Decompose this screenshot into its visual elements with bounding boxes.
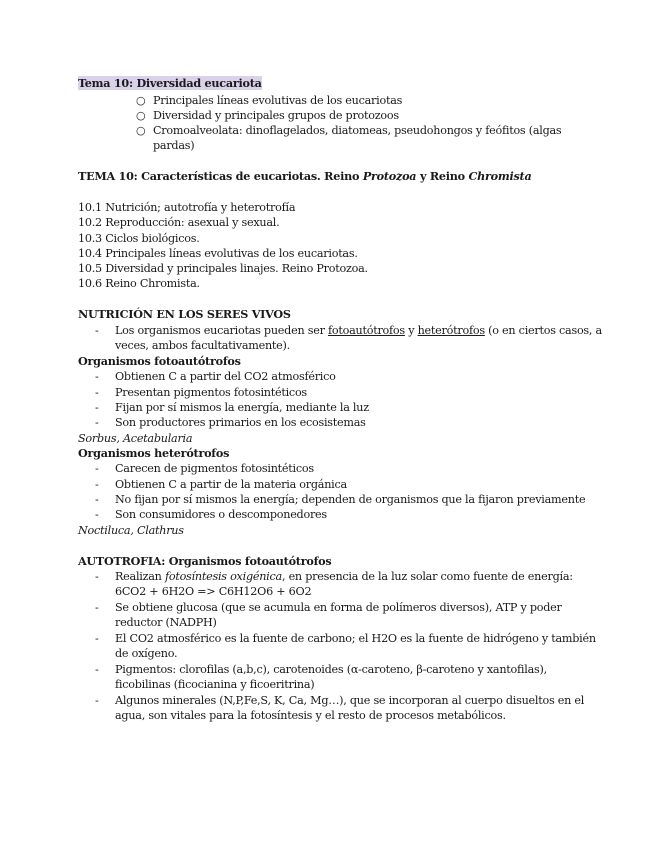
circle-bullet-icon: ○ xyxy=(136,109,146,122)
index-line: 10.4 Principales líneas evolutivas de los eucariotas. xyxy=(78,247,358,260)
index-line: 10.6 Reino Chromista. xyxy=(78,277,200,290)
index-line: 10.1 Nutrición; autotrofía y heterotrofía xyxy=(78,201,296,214)
list-item: Son consumidores o descomponedores xyxy=(115,508,327,521)
dash-bullet-icon: - xyxy=(95,416,99,429)
dash-bullet-icon: - xyxy=(95,493,99,506)
list-item: Realizan fotosíntesis oxigénica, en presencia de la luz solar como fuente de energía: xyxy=(115,570,573,583)
dash-bullet-icon: - xyxy=(95,694,99,707)
list-item: Algunos minerales (N,P,Fe,S, K, Ca, Mg…), que se incorporan al cuerpo disueltos en el xyxy=(115,694,585,707)
circle-bullet-icon: ○ xyxy=(136,94,146,107)
dash-bullet-icon: - xyxy=(95,632,99,645)
dash-bullet-icon: - xyxy=(95,601,99,614)
section-title: Tema 10: Diversidad eucariota xyxy=(78,76,262,90)
subsection-heading: Organismos heterótrofos xyxy=(78,446,230,460)
list-item-continuation: 6CO2 + 6H2O => C6H12O6 + 6O2 xyxy=(115,585,312,598)
list-item: Fijan por sí mismos la energía, mediante la luz xyxy=(115,401,369,414)
list-item: Pigmentos: clorofilas (a,b,c), carotenoides (α-caroteno, β-caroteno y xantofilas), xyxy=(115,663,547,676)
list-item: Obtienen C a partir del CO2 atmosférico xyxy=(115,370,336,383)
list-item: Presentan pigmentos fotosintéticos xyxy=(115,386,307,399)
dash-bullet-icon: - xyxy=(95,324,99,337)
dash-bullet-icon: - xyxy=(95,508,99,521)
index-line: 10.5 Diversidad y principales linajes. Reino Protozoa. xyxy=(78,262,368,275)
dash-bullet-icon: - xyxy=(95,370,99,383)
list-item-continuation: agua, son vitales para la fotosíntesis y el resto de procesos metabólicos. xyxy=(115,709,506,722)
dash-bullet-icon: - xyxy=(95,386,99,399)
list-item-continuation: de oxígeno. xyxy=(115,647,178,660)
list-item: Cromoalveolata: dinoflagelados, diatomeas, pseudohongos y feófitos (algas xyxy=(153,124,562,137)
circle-bullet-icon: ○ xyxy=(136,124,146,137)
section-heading: AUTOTROFIA: Organismos fotoautótrofos xyxy=(78,554,332,568)
subsection-heading: Organismos fotoautótrofos xyxy=(78,354,241,368)
dash-bullet-icon: - xyxy=(95,478,99,491)
chapter-heading: TEMA 10: Características de eucariotas. Reino Protozoa y Reino Chromista xyxy=(78,169,532,183)
list-item: Son productores primarios en los ecosistemas xyxy=(115,416,366,429)
list-item-continuation: reductor (NADPH) xyxy=(115,616,217,629)
section-heading: NUTRICIÓN EN LOS SERES VIVOS xyxy=(78,307,291,321)
list-item: Carecen de pigmentos fotosintéticos xyxy=(115,462,314,475)
list-item-continuation: veces, ambos facultativamente). xyxy=(115,339,290,352)
list-item: Obtienen C a partir de la materia orgánica xyxy=(115,478,347,491)
dash-bullet-icon: - xyxy=(95,663,99,676)
list-item-continuation: pardas) xyxy=(153,139,195,152)
index-line: 10.3 Ciclos biológicos. xyxy=(78,232,200,245)
examples-text: Noctiluca, Clathrus xyxy=(78,524,184,537)
list-item-continuation: ficobilinas (ficocianina y ficoeritrina) xyxy=(115,678,315,691)
examples-text: Sorbus, Acetabularia xyxy=(78,432,193,445)
list-item: Se obtiene glucosa (que se acumula en forma de polímeros diversos), ATP y poder xyxy=(115,601,562,614)
dash-bullet-icon: - xyxy=(95,570,99,583)
list-item: Diversidad y principales grupos de protozoos xyxy=(153,109,399,122)
list-item: No fijan por sí mismos la energía; dependen de organismos que la fijaron previamente xyxy=(115,493,586,506)
dash-bullet-icon: - xyxy=(95,401,99,414)
list-item: Principales líneas evolutivas de los eucariotas xyxy=(153,94,403,107)
index-line: 10.2 Reproducción: asexual y sexual. xyxy=(78,216,280,229)
dash-bullet-icon: - xyxy=(95,462,99,475)
list-item: Los organismos eucariotas pueden ser fotoautótrofos y heterótrofos (o en ciertos casos, a xyxy=(115,324,602,337)
list-item: El CO2 atmosférico es la fuente de carbono; el H2O es la fuente de hidrógeno y también xyxy=(115,632,596,645)
